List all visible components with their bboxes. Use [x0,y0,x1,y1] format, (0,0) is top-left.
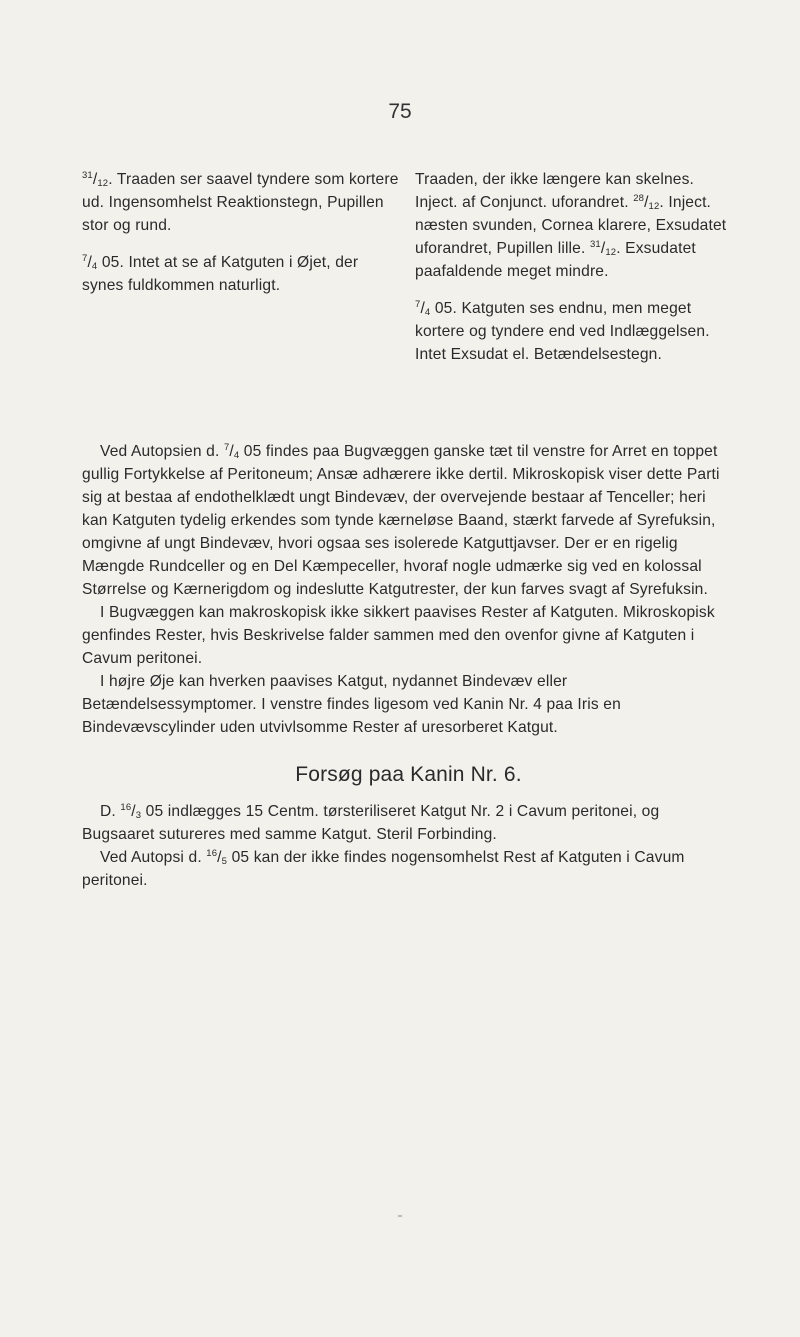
left-paragraph-2: $^7/_4$ 05. Intet at se af Katguten i Øjet, der synes fuldkommen naturligt. [82,253,359,294]
right-paragraph-2: $^7/_4$ 05. Katguten ses endnu, men meget kortere og tyndere end ved Indlæggelsen. Intet Exsudat el. Betændelsestegn. [415,299,710,363]
page-number: 75 [388,100,412,123]
date-fraction: $^{28}/_{12}$ [633,193,660,212]
autopsy-paragraph: Ved Autopsien d. $^7/_4$ 05 findes paa Bugvæggen ganske tæt til venstre for Arret en toppet gullig Fortykkelse af Peritoneum; Ansæ adhærere ikke dertil. Mikroskopisk viser dette Parti sig at bestaa af endothelklædt ungt Bindevæv, der overvejende bestaar af Tenceller; heri kan Katguten tydelig erkendes som tynde kærneløse Baand, stærkt farvede af Syrefuksin, omgivne af ungt Bindevæv, hvori ogsaa ses isolerede Katguttjavser. Der er en rigelig Mængde Rundceller og en Del Kæmpeceller, hvoraf nogle udmærke sig ved en kolossal Størrelse og Kærnerigdom og indeslutte Katgutrester, der kun farves svagt af Syrefuksin. [82,442,720,598]
date-fraction: $^7/_4$ [415,299,431,318]
date-fraction: $^{16}/_3$ [120,802,142,821]
date-fraction: $^{16}/_5$ [206,848,228,867]
date-fraction: $^{31}/_{12}$ [589,239,617,258]
abdominal-wall-paragraph: I Bugvæggen kan makroskopisk ikke sikkert paavises Rester af Katguten. Mikroskopisk genfindes Rester, hvis Beskrivelse falder sammen med den ovenfor givne af Katguten i Cavum peritonei. [82,604,715,667]
date-fraction: $^{31}/_{12}$ [82,170,109,189]
right-column [415,168,735,366]
main-body [82,440,735,892]
experiment-paragraph-2: Ved Autopsi d. $^{16}/_5$ 05 kan der ikke findes nogensomhelst Rest af Katguten i Cavum peritonei. [82,848,685,889]
experiment-paragraph-1: D. $^{16}/_3$ 05 indlægges 15 Centm. tørsteriliseret Katgut Nr. 2 i Cavum peritonei, og Bugsaaret sutureres med samme Katgut. Steril Forbinding. [82,802,660,843]
section-heading: Forsøg paa Kanin Nr. 6. [295,763,522,786]
left-paragraph-1: $^{31}/_{12}$. Traaden ser saavel tyndere som kortere ud. Ingensomhelst Reaktionstegn, Pupillen stor og rund. [82,170,399,234]
date-fraction: $^7/_4$ [82,253,98,272]
left-column [82,168,400,311]
eye-paragraph: I højre Øje kan hverken paavises Katgut, nydannet Bindevæv eller Betændelsessymptomer. I venstre findes ligesom ved Kanin Nr. 4 paa Iris en Bindevævscylinder uden utvivlsomme Rester af uresorberet Katgut. [82,673,621,736]
right-paragraph-1: Traaden, der ikke længere kan skelnes. Inject. af Conjunct. uforandret. $^{28}/_{12}$. Inject. næsten svunden, Cornea klarere, Exsudatet uforandret, Pupillen lille. $^{31}/_{12}$. Exsudatet paafaldende meget mindre. [415,171,727,280]
page-speck [398,1215,402,1217]
date-fraction: $^7/_4$ [223,442,240,461]
